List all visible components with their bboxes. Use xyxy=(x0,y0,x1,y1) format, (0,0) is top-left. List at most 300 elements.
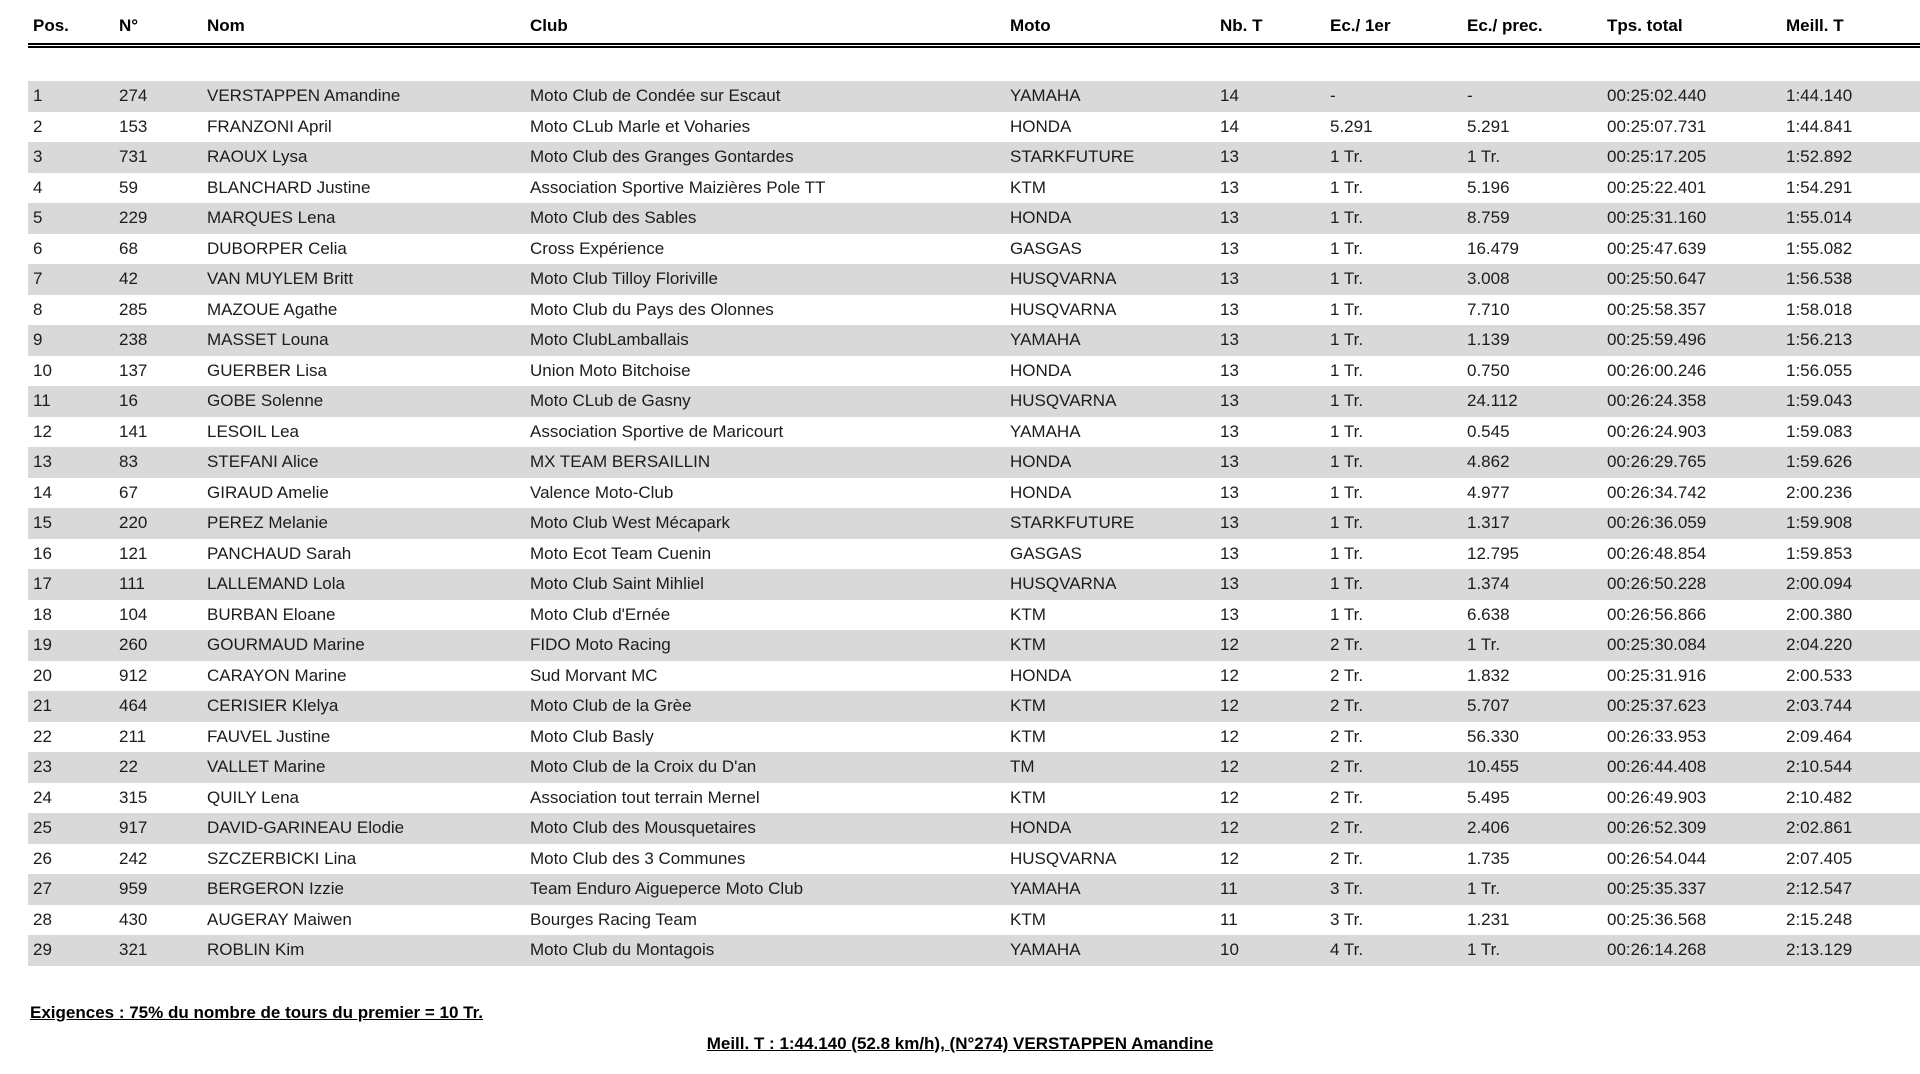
cell-total-time: 00:26:00.246 xyxy=(1607,360,1707,380)
cell-number: 59 xyxy=(119,177,138,197)
cell-total-time: 00:26:34.742 xyxy=(1607,482,1707,502)
cell-total-time: 00:25:58.357 xyxy=(1607,299,1707,319)
cell-laps: 13 xyxy=(1220,421,1239,441)
cell-best-lap: 2:10.544 xyxy=(1781,752,1920,783)
table-row xyxy=(28,813,1920,844)
cell-best-lap: 2:04.220 xyxy=(1781,630,1920,661)
cell-club: Moto Ecot Team Cuenin xyxy=(530,543,712,563)
cell-laps: 13 xyxy=(1220,543,1239,563)
cell-number: 220 xyxy=(114,508,202,539)
cell-laps: 11 xyxy=(1215,874,1325,905)
cell-number: 83 xyxy=(114,447,202,478)
cell-laps: 14 xyxy=(1215,81,1325,112)
cell-best-lap: 2:00.236 xyxy=(1786,482,1853,502)
cell-gap-first: 2 Tr. xyxy=(1325,691,1462,722)
cell-gap-first: 2 Tr. xyxy=(1330,665,1364,685)
cell-laps: 12 xyxy=(1215,691,1325,722)
header-spacer-row xyxy=(28,46,1920,82)
cell-number: 274 xyxy=(114,81,202,112)
cell-club: Sud Morvant MC xyxy=(530,665,658,685)
cell-gap-first: 1 Tr. xyxy=(1330,604,1364,624)
col-header-total-time: Tps. total xyxy=(1602,14,1781,46)
cell-gap-first: 2 Tr. xyxy=(1330,848,1364,868)
cell-gap-first: 1 Tr. xyxy=(1330,421,1364,441)
cell-position: 12 xyxy=(33,421,52,441)
cell-number: 141 xyxy=(119,421,148,441)
cell-name: MAZOUE Agathe xyxy=(207,299,338,319)
cell-total-time: 00:25:22.401 xyxy=(1607,177,1707,197)
cell-name: FAUVEL Justine xyxy=(207,726,331,746)
cell-moto: STARKFUTURE xyxy=(1005,508,1215,539)
cell-name: DUBORPER Celia xyxy=(207,238,347,258)
cell-position: 7 xyxy=(28,264,114,295)
cell-gap-prev: 12.795 xyxy=(1467,543,1519,563)
cell-position: 4 xyxy=(33,177,43,197)
cell-best-lap: 1:59.626 xyxy=(1781,447,1920,478)
cell-moto: STARKFUTURE xyxy=(1005,142,1215,173)
cell-club: Moto Club Saint Mihliel xyxy=(525,569,1005,600)
col-header-position: Pos. xyxy=(28,14,114,46)
cell-laps: 14 xyxy=(1220,116,1239,136)
cell-gap-prev: 1 Tr. xyxy=(1462,935,1602,966)
cell-club: Moto Club de la Grèe xyxy=(525,691,1005,722)
cell-moto: KTM xyxy=(1010,787,1046,807)
cell-laps: 13 xyxy=(1220,238,1239,258)
cell-position: 23 xyxy=(28,752,114,783)
cell-number: 430 xyxy=(119,909,148,929)
cell-gap-prev: 1.317 xyxy=(1462,508,1602,539)
cell-best-lap: 1:56.055 xyxy=(1786,360,1853,380)
cell-moto: HONDA xyxy=(1005,813,1215,844)
cell-moto: HONDA xyxy=(1005,447,1215,478)
cell-total-time: 00:26:14.268 xyxy=(1602,935,1781,966)
cell-number: 260 xyxy=(114,630,202,661)
cell-laps: 12 xyxy=(1220,848,1239,868)
cell-total-time: 00:26:24.903 xyxy=(1607,421,1707,441)
cell-name: GOBE Solenne xyxy=(202,386,525,417)
table-row xyxy=(28,234,1920,265)
cell-gap-prev: 16.479 xyxy=(1467,238,1519,258)
cell-gap-prev: 2.406 xyxy=(1462,813,1602,844)
best-lap-note-text: Meill. T : 1:44.140 (52.8 km/h), (N°274) VERSTAPPEN Amandine xyxy=(706,1033,1214,1053)
requirements-note: Exigences : 75% du nombre de tours du premier = 10 Tr. xyxy=(30,1002,484,1022)
cell-position: 3 xyxy=(28,142,114,173)
cell-best-lap: 2:07.405 xyxy=(1786,848,1853,868)
cell-moto: KTM xyxy=(1010,909,1046,929)
cell-total-time: 00:25:59.496 xyxy=(1602,325,1781,356)
cell-name: FRANZONI April xyxy=(207,116,332,136)
cell-gap-prev: 5.707 xyxy=(1462,691,1602,722)
cell-club: Valence Moto-Club xyxy=(530,482,674,502)
cell-laps: 13 xyxy=(1215,447,1325,478)
table-row xyxy=(28,417,1920,448)
cell-moto: YAMAHA xyxy=(1005,935,1215,966)
cell-moto: KTM xyxy=(1005,691,1215,722)
cell-club: Moto Club des Sables xyxy=(525,203,1005,234)
cell-moto: YAMAHA xyxy=(1005,81,1215,112)
col-header-moto: Moto xyxy=(1005,14,1215,46)
cell-gap-first: 2 Tr. xyxy=(1330,787,1364,807)
cell-club: Moto Club du Montagois xyxy=(525,935,1005,966)
cell-moto: GASGAS xyxy=(1010,238,1082,258)
cell-name: LESOIL Lea xyxy=(207,421,299,441)
cell-laps: 13 xyxy=(1220,604,1239,624)
table-row xyxy=(28,356,1920,387)
cell-club: Moto ClubLamballais xyxy=(525,325,1005,356)
cell-position: 8 xyxy=(33,299,43,319)
cell-gap-prev: 1.832 xyxy=(1467,665,1510,685)
table-row xyxy=(28,630,1920,661)
cell-club: Team Enduro Aigueperce Moto Club xyxy=(525,874,1005,905)
cell-laps: 12 xyxy=(1215,752,1325,783)
cell-gap-prev: 5.291 xyxy=(1467,116,1510,136)
cell-gap-prev: 5.495 xyxy=(1467,787,1510,807)
cell-total-time: 00:25:37.623 xyxy=(1602,691,1781,722)
cell-best-lap: 2:13.129 xyxy=(1781,935,1920,966)
cell-moto: GASGAS xyxy=(1010,543,1082,563)
cell-position: 28 xyxy=(33,909,52,929)
cell-laps: 13 xyxy=(1220,482,1239,502)
cell-number: 67 xyxy=(119,482,138,502)
cell-club: Moto CLub de Gasny xyxy=(525,386,1005,417)
cell-number: 731 xyxy=(114,142,202,173)
table-row xyxy=(28,81,1920,112)
cell-total-time: 00:25:02.440 xyxy=(1602,81,1781,112)
cell-number: 42 xyxy=(114,264,202,295)
cell-total-time: 00:26:49.903 xyxy=(1607,787,1707,807)
cell-gap-first: 1 Tr. xyxy=(1330,360,1364,380)
cell-name: MASSET Louna xyxy=(202,325,525,356)
cell-total-time: 00:25:47.639 xyxy=(1607,238,1707,258)
cell-number: 315 xyxy=(119,787,148,807)
cell-position: 19 xyxy=(28,630,114,661)
cell-total-time: 00:25:50.647 xyxy=(1602,264,1781,295)
cell-gap-first: 1 Tr. xyxy=(1330,177,1364,197)
cell-position: 11 xyxy=(28,386,114,417)
cell-moto: HUSQVARNA xyxy=(1005,386,1215,417)
cell-best-lap: 2:03.744 xyxy=(1781,691,1920,722)
cell-name: GOURMAUD Marine xyxy=(202,630,525,661)
cell-name: BLANCHARD Justine xyxy=(207,177,371,197)
table-row xyxy=(28,264,1920,295)
cell-best-lap: 2:00.094 xyxy=(1781,569,1920,600)
cell-name: PANCHAUD Sarah xyxy=(207,543,352,563)
cell-moto: HONDA xyxy=(1010,116,1072,136)
cell-gap-prev: 1.231 xyxy=(1467,909,1510,929)
cell-name: GUERBER Lisa xyxy=(207,360,327,380)
cell-moto: KTM xyxy=(1010,604,1046,624)
cell-laps: 12 xyxy=(1215,813,1325,844)
cell-gap-first: 1 Tr. xyxy=(1325,325,1462,356)
cell-club: Bourges Racing Team xyxy=(530,909,697,929)
cell-gap-first: 1 Tr. xyxy=(1325,508,1462,539)
cell-gap-first: 1 Tr. xyxy=(1330,482,1364,502)
cell-name: LALLEMAND Lola xyxy=(202,569,525,600)
cell-moto: YAMAHA xyxy=(1005,325,1215,356)
cell-gap-first: 2 Tr. xyxy=(1325,630,1462,661)
table-row xyxy=(28,752,1920,783)
cell-name: DAVID-GARINEAU Elodie xyxy=(202,813,525,844)
cell-laps: 10 xyxy=(1215,935,1325,966)
cell-name: QUILY Lena xyxy=(207,787,299,807)
cell-total-time: 00:26:44.408 xyxy=(1602,752,1781,783)
cell-laps: 13 xyxy=(1215,508,1325,539)
cell-gap-prev: 24.112 xyxy=(1462,386,1602,417)
cell-best-lap: 1:55.014 xyxy=(1781,203,1920,234)
cell-position: 14 xyxy=(33,482,52,502)
cell-number: 285 xyxy=(119,299,148,319)
col-header-number: N° xyxy=(114,14,202,46)
cell-best-lap: 1:44.140 xyxy=(1781,81,1920,112)
table-row xyxy=(28,203,1920,234)
cell-club: Moto CLub Marle et Voharies xyxy=(530,116,751,136)
cell-position: 5 xyxy=(28,203,114,234)
cell-gap-prev: 1 Tr. xyxy=(1462,874,1602,905)
cell-moto: HUSQVARNA xyxy=(1005,264,1215,295)
cell-number: 321 xyxy=(114,935,202,966)
cell-gap-first: - xyxy=(1325,81,1462,112)
cell-name: RAOUX Lysa xyxy=(202,142,525,173)
cell-gap-prev: 1.139 xyxy=(1462,325,1602,356)
cell-club: Moto Club des 3 Communes xyxy=(530,848,746,868)
cell-club: Association tout terrain Mernel xyxy=(530,787,760,807)
cell-total-time: 00:25:36.568 xyxy=(1607,909,1707,929)
cell-total-time: 00:26:54.044 xyxy=(1607,848,1707,868)
cell-club: Moto Club d'Ernée xyxy=(530,604,671,624)
cell-gap-prev: 56.330 xyxy=(1467,726,1519,746)
cell-gap-prev: - xyxy=(1462,81,1602,112)
cell-total-time: 00:26:56.866 xyxy=(1607,604,1707,624)
cell-name: VERSTAPPEN Amandine xyxy=(202,81,525,112)
cell-gap-prev: 8.759 xyxy=(1462,203,1602,234)
table-row xyxy=(28,600,1920,631)
cell-number: 229 xyxy=(114,203,202,234)
cell-position: 13 xyxy=(28,447,114,478)
cell-number: 68 xyxy=(119,238,138,258)
cell-gap-prev: 4.862 xyxy=(1462,447,1602,478)
cell-best-lap: 2:02.861 xyxy=(1781,813,1920,844)
cell-club: Moto Club des Mousquetaires xyxy=(525,813,1005,844)
cell-gap-first: 1 Tr. xyxy=(1325,386,1462,417)
cell-number: 464 xyxy=(114,691,202,722)
cell-moto: HUSQVARNA xyxy=(1010,848,1117,868)
cell-number: 137 xyxy=(119,360,148,380)
cell-laps: 13 xyxy=(1220,299,1239,319)
cell-gap-prev: 0.750 xyxy=(1467,360,1510,380)
cell-moto: HUSQVARNA xyxy=(1005,569,1215,600)
cell-gap-prev: 7.710 xyxy=(1467,299,1510,319)
cell-best-lap: 1:58.018 xyxy=(1786,299,1853,319)
cell-name: VAN MUYLEM Britt xyxy=(202,264,525,295)
cell-best-lap: 1:59.043 xyxy=(1781,386,1920,417)
cell-best-lap: 2:10.482 xyxy=(1786,787,1853,807)
cell-laps: 13 xyxy=(1215,386,1325,417)
cell-gap-first: 1 Tr. xyxy=(1325,203,1462,234)
cell-total-time: 00:26:52.309 xyxy=(1602,813,1781,844)
cell-total-time: 00:25:35.337 xyxy=(1602,874,1781,905)
cell-name: SZCZERBICKI Lina xyxy=(207,848,357,868)
table-row xyxy=(28,325,1920,356)
cell-club: Association Sportive de Maricourt xyxy=(530,421,784,441)
cell-gap-first: 2 Tr. xyxy=(1330,726,1364,746)
cell-gap-first: 2 Tr. xyxy=(1325,752,1462,783)
table-row xyxy=(28,478,1920,509)
cell-number: 959 xyxy=(114,874,202,905)
best-lap-note xyxy=(0,1034,1920,1054)
cell-club: Moto Club des Granges Gontardes xyxy=(525,142,1005,173)
cell-number: 211 xyxy=(119,726,147,746)
cell-position: 17 xyxy=(28,569,114,600)
cell-name: MARQUES Lena xyxy=(202,203,525,234)
cell-position: 1 xyxy=(28,81,114,112)
col-header-best-lap: Meill. T xyxy=(1781,14,1920,46)
cell-position: 10 xyxy=(33,360,52,380)
cell-number: 238 xyxy=(114,325,202,356)
cell-club: Moto Club de la Croix du D'an xyxy=(525,752,1005,783)
cell-laps: 12 xyxy=(1215,630,1325,661)
table-row xyxy=(28,508,1920,539)
cell-total-time: 00:25:31.916 xyxy=(1607,665,1707,685)
cell-name: AUGERAY Maiwen xyxy=(207,909,352,929)
cell-club: Union Moto Bitchoise xyxy=(530,360,691,380)
cell-club: Moto Club de Condée sur Escaut xyxy=(525,81,1005,112)
cell-club: MX TEAM BERSAILLIN xyxy=(525,447,1005,478)
cell-laps: 13 xyxy=(1220,177,1239,197)
table-row xyxy=(28,447,1920,478)
cell-laps: 13 xyxy=(1215,569,1325,600)
cell-gap-first: 1 Tr. xyxy=(1325,264,1462,295)
cell-gap-first: 1 Tr. xyxy=(1330,299,1364,319)
cell-number: 111 xyxy=(114,569,202,600)
cell-gap-prev: 0.545 xyxy=(1467,421,1510,441)
cell-moto: YAMAHA xyxy=(1005,874,1215,905)
cell-gap-prev: 1 Tr. xyxy=(1462,630,1602,661)
table-row xyxy=(28,874,1920,905)
table-row xyxy=(28,386,1920,417)
results-tbody xyxy=(28,81,1920,966)
cell-number: 917 xyxy=(114,813,202,844)
cell-name: CERISIER Klelya xyxy=(202,691,525,722)
cell-laps: 13 xyxy=(1215,203,1325,234)
cell-total-time: 00:26:29.765 xyxy=(1602,447,1781,478)
cell-moto: KTM xyxy=(1010,177,1046,197)
cell-gap-first: 2 Tr. xyxy=(1325,813,1462,844)
cell-club: Moto Club du Pays des Olonnes xyxy=(530,299,774,319)
header-row xyxy=(28,14,1920,46)
cell-best-lap: 1:59.083 xyxy=(1786,421,1853,441)
cell-total-time: 00:26:36.059 xyxy=(1602,508,1781,539)
cell-laps: 11 xyxy=(1220,909,1238,929)
cell-best-lap: 2:00.533 xyxy=(1786,665,1853,685)
table-row xyxy=(28,691,1920,722)
cell-number: 912 xyxy=(119,665,148,685)
table-row xyxy=(28,295,1920,326)
cell-position: 22 xyxy=(33,726,52,746)
table-row xyxy=(28,539,1920,570)
table-row xyxy=(28,661,1920,692)
col-header-gap-prev: Ec./ prec. xyxy=(1462,14,1602,46)
cell-number: 16 xyxy=(114,386,202,417)
cell-number: 104 xyxy=(119,604,148,624)
cell-name: CARAYON Marine xyxy=(207,665,347,685)
cell-moto: YAMAHA xyxy=(1010,421,1081,441)
cell-total-time: 00:25:30.084 xyxy=(1602,630,1781,661)
cell-laps: 12 xyxy=(1220,726,1239,746)
cell-gap-first: 1 Tr. xyxy=(1330,238,1364,258)
cell-gap-prev: 4.977 xyxy=(1467,482,1510,502)
cell-position: 26 xyxy=(33,848,52,868)
cell-best-lap: 1:44.841 xyxy=(1786,116,1853,136)
cell-gap-first: 1 Tr. xyxy=(1325,569,1462,600)
cell-position: 6 xyxy=(33,238,43,258)
cell-position: 29 xyxy=(28,935,114,966)
cell-moto: KTM xyxy=(1010,726,1046,746)
cell-best-lap: 1:59.908 xyxy=(1781,508,1920,539)
table-row xyxy=(28,905,1920,936)
cell-best-lap: 2:12.547 xyxy=(1781,874,1920,905)
cell-best-lap: 1:55.082 xyxy=(1786,238,1853,258)
cell-moto: HUSQVARNA xyxy=(1010,299,1117,319)
cell-laps: 12 xyxy=(1220,665,1239,685)
col-header-club: Club xyxy=(525,14,1005,46)
cell-club: Cross Expérience xyxy=(530,238,665,258)
cell-club: Moto Club Basly xyxy=(530,726,654,746)
cell-gap-first: 5.291 xyxy=(1330,116,1373,136)
cell-gap-prev: 1.374 xyxy=(1462,569,1602,600)
results-table-header xyxy=(28,14,1920,46)
cell-moto: TM xyxy=(1005,752,1215,783)
cell-gap-prev: 10.455 xyxy=(1462,752,1602,783)
cell-gap-prev: 1.735 xyxy=(1467,848,1510,868)
cell-number: 242 xyxy=(119,848,148,868)
cell-moto: HONDA xyxy=(1005,203,1215,234)
cell-laps: 13 xyxy=(1220,360,1239,380)
cell-position: 21 xyxy=(28,691,114,722)
cell-moto: HONDA xyxy=(1010,665,1072,685)
cell-moto: HONDA xyxy=(1010,360,1072,380)
table-row xyxy=(28,569,1920,600)
cell-moto: HONDA xyxy=(1010,482,1072,502)
cell-gap-prev: 3.008 xyxy=(1462,264,1602,295)
table-row xyxy=(28,722,1920,753)
cell-gap-first: 1 Tr. xyxy=(1325,142,1462,173)
cell-best-lap: 2:09.464 xyxy=(1786,726,1853,746)
cell-gap-prev: 6.638 xyxy=(1467,604,1510,624)
cell-position: 9 xyxy=(28,325,114,356)
cell-name: ROBLIN Kim xyxy=(202,935,525,966)
cell-position: 2 xyxy=(33,116,43,136)
cell-best-lap: 1:59.853 xyxy=(1786,543,1853,563)
cell-gap-first: 3 Tr. xyxy=(1330,909,1364,929)
cell-position: 15 xyxy=(28,508,114,539)
cell-number: 121 xyxy=(119,543,148,563)
col-header-gap-first: Ec./ 1er xyxy=(1325,14,1462,46)
cell-position: 25 xyxy=(28,813,114,844)
cell-club: Association Sportive Maizières Pole TT xyxy=(530,177,826,197)
cell-total-time: 00:26:33.953 xyxy=(1607,726,1707,746)
cell-gap-prev: 1 Tr. xyxy=(1462,142,1602,173)
cell-name: STEFANI Alice xyxy=(202,447,525,478)
cell-moto: KTM xyxy=(1005,630,1215,661)
cell-total-time: 00:25:07.731 xyxy=(1607,116,1707,136)
cell-position: 16 xyxy=(33,543,52,563)
cell-club: Moto Club West Mécapark xyxy=(525,508,1005,539)
table-row xyxy=(28,173,1920,204)
cell-name: PEREZ Melanie xyxy=(202,508,525,539)
cell-position: 24 xyxy=(33,787,52,807)
cell-position: 20 xyxy=(33,665,52,685)
table-row xyxy=(28,844,1920,875)
